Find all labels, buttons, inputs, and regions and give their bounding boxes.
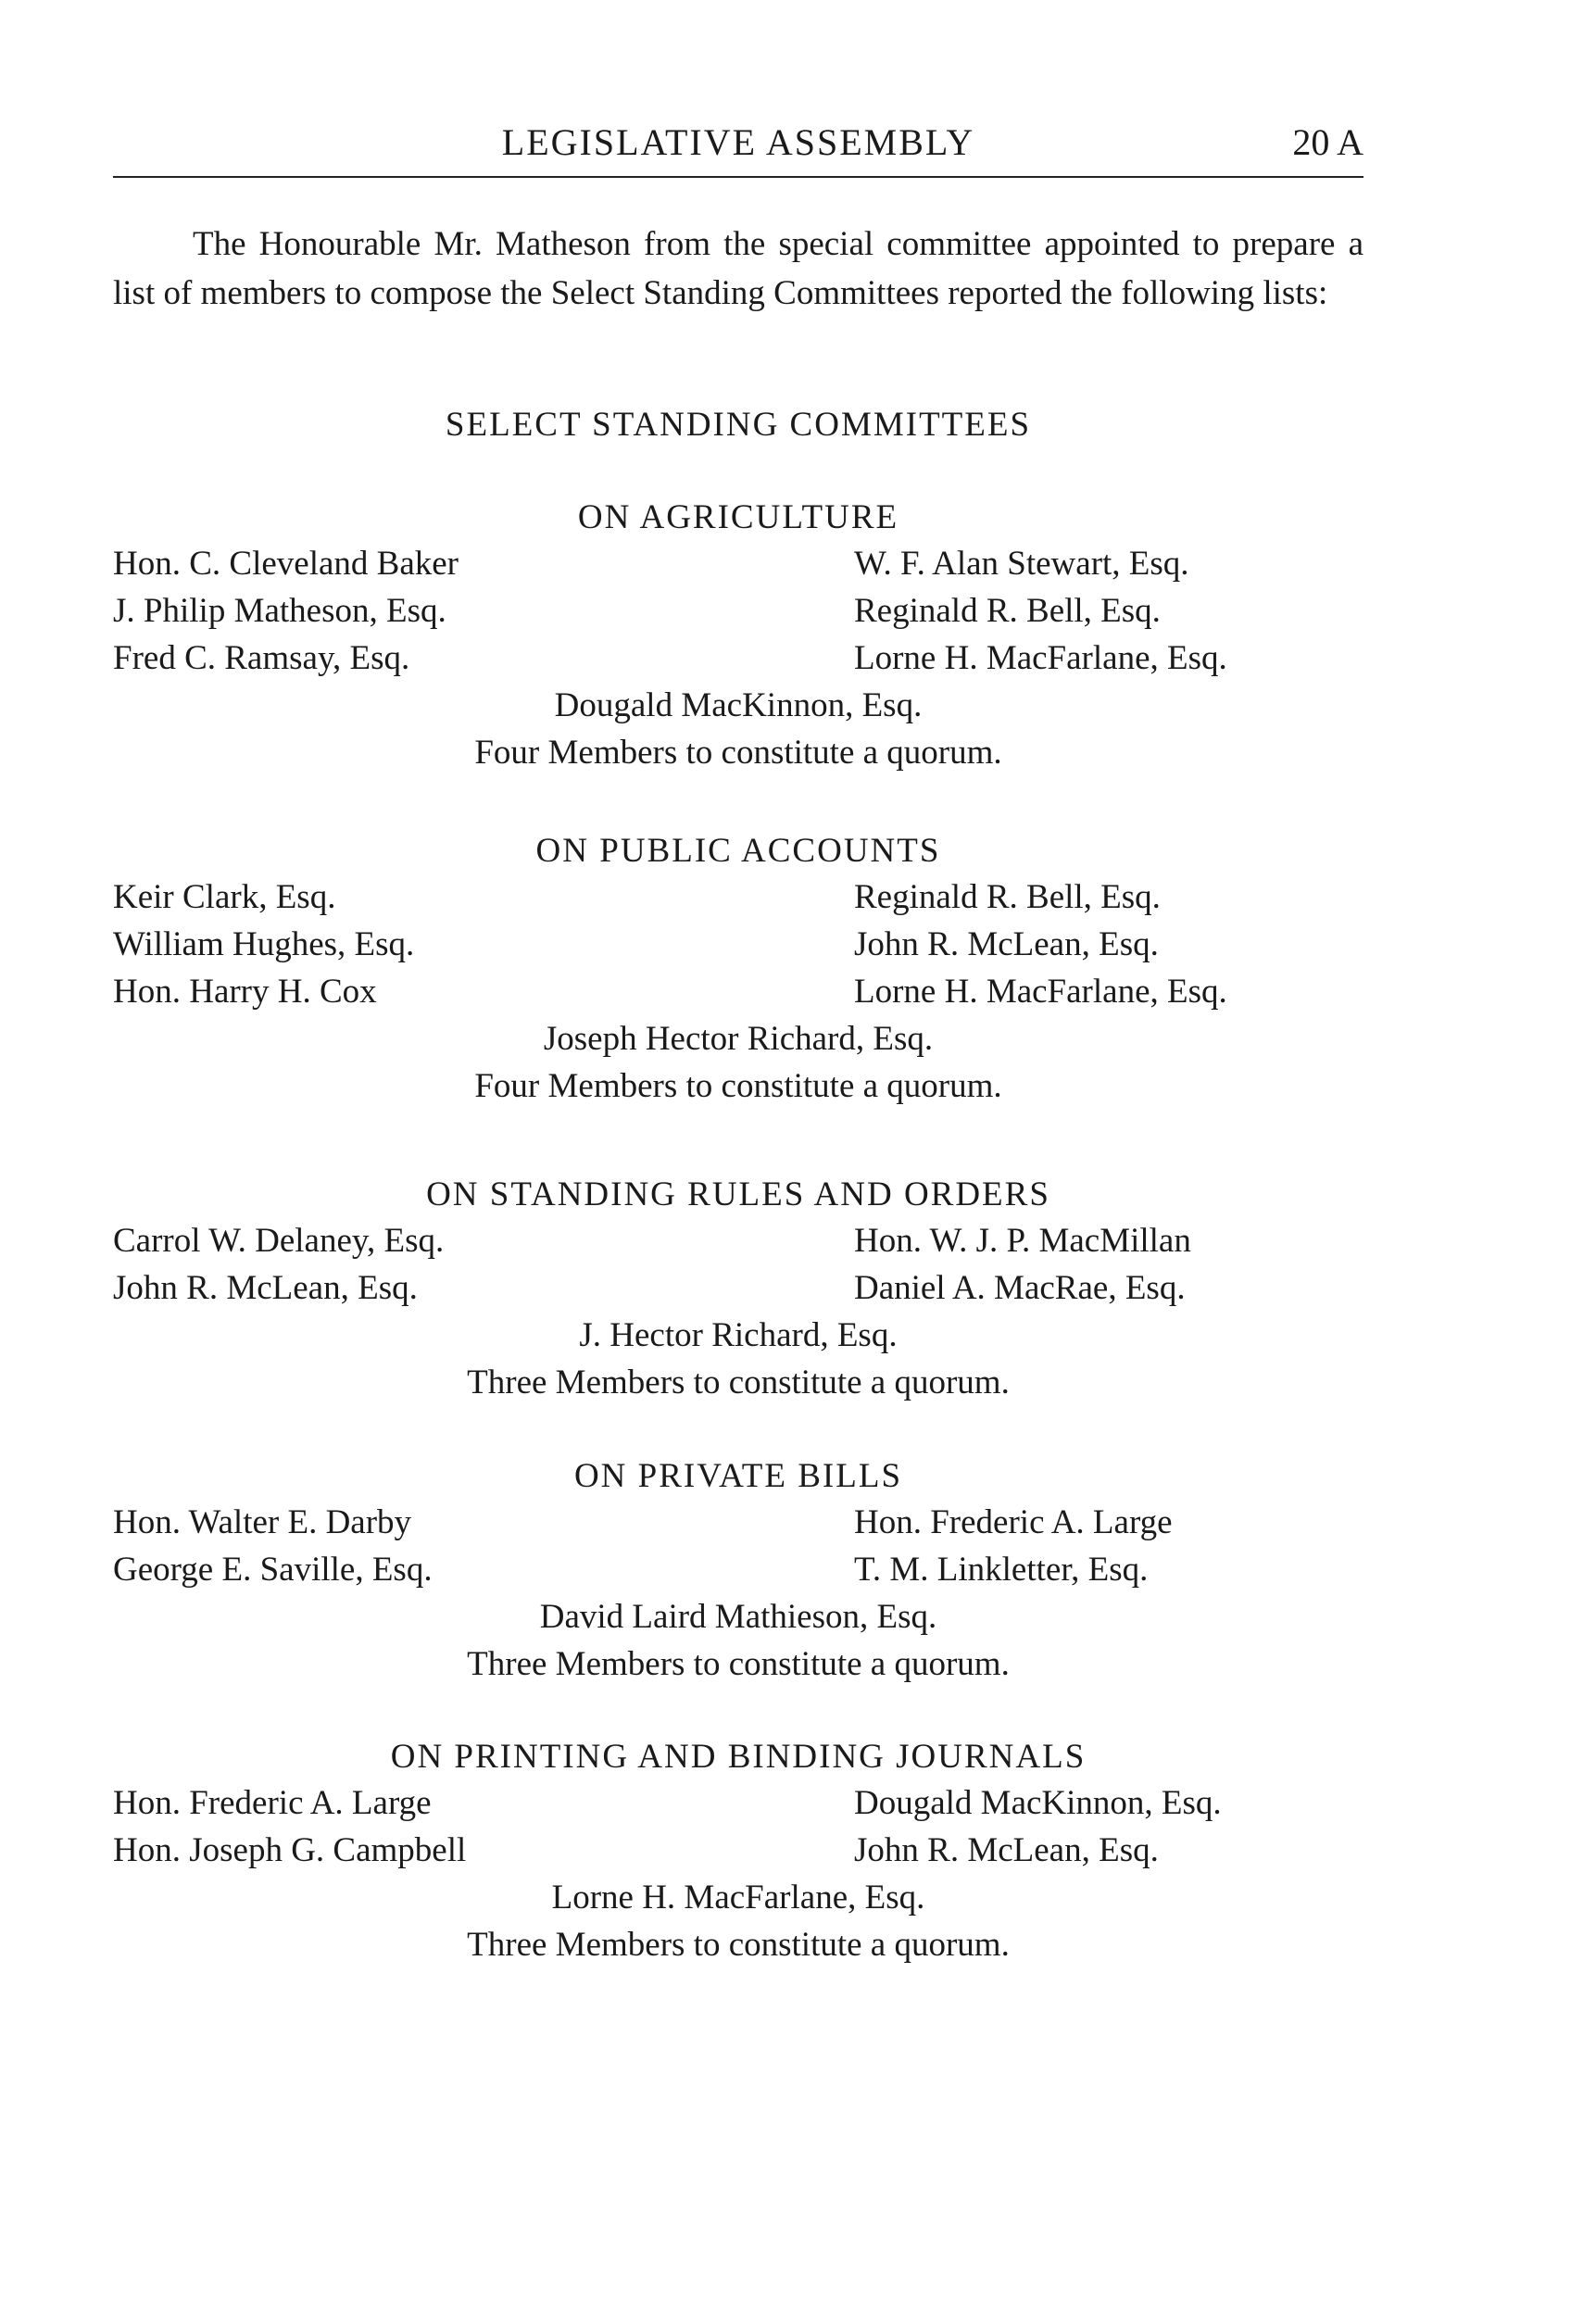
committee-printing-binding xyxy=(113,1735,1364,1968)
member-right: Dougald MacKinnon, Esq. xyxy=(854,1784,1222,1822)
member-row xyxy=(113,1779,1364,1827)
member-right: John R. McLean, Esq. xyxy=(854,925,1159,963)
member-left: George E. Saville, Esq. xyxy=(113,1551,433,1589)
member-row xyxy=(113,587,1364,635)
committee-standing-rules xyxy=(113,1173,1364,1406)
committee-agriculture xyxy=(113,496,1364,776)
member-right: W. F. Alan Stewart, Esq. xyxy=(854,545,1189,583)
member-right: John R. McLean, Esq. xyxy=(854,1831,1159,1869)
member-right: Hon. Frederic A. Large xyxy=(854,1503,1173,1541)
member-left: Hon. Joseph G. Campbell xyxy=(113,1831,467,1869)
member-row xyxy=(113,635,1364,682)
page-number: 20 A xyxy=(1292,121,1364,163)
member-center: Joseph Hector Richard, Esq. xyxy=(543,1020,934,1058)
member-left: Fred C. Ramsay, Esq. xyxy=(113,639,410,677)
page-header xyxy=(113,120,1364,178)
member-row xyxy=(113,1827,1364,1874)
member-left: Carrol W. Delaney, Esq. xyxy=(113,1222,445,1260)
header-title: LEGISLATIVE ASSEMBLY xyxy=(501,121,975,163)
committee-title: ON STANDING RULES AND ORDERS xyxy=(426,1175,1050,1213)
member-left: J. Philip Matheson, Esq. xyxy=(113,592,446,630)
member-center: Lorne H. MacFarlane, Esq. xyxy=(551,1879,925,1917)
quorum-note: Three Members to constitute a quorum. xyxy=(467,1364,1010,1401)
member-row xyxy=(113,1217,1364,1264)
committee-title: ON PUBLIC ACCOUNTS xyxy=(535,832,941,870)
member-right: T. M. Linkletter, Esq. xyxy=(854,1551,1149,1589)
member-row xyxy=(113,1499,1364,1546)
member-left: Keir Clark, Esq. xyxy=(113,878,336,916)
member-row xyxy=(113,921,1364,968)
quorum-note: Three Members to constitute a quorum. xyxy=(467,1645,1010,1683)
member-left: John R. McLean, Esq. xyxy=(113,1269,418,1307)
member-row xyxy=(113,873,1364,921)
member-left: Hon. Walter E. Darby xyxy=(113,1503,412,1541)
member-left: Hon. C. Cleveland Baker xyxy=(113,545,459,583)
member-right: Reginald R. Bell, Esq. xyxy=(854,592,1161,630)
member-row xyxy=(113,540,1364,587)
quorum-note: Three Members to constitute a quorum. xyxy=(467,1926,1010,1964)
intro-paragraph: The Honourable Mr. Matheson from the special committee appointed to prepare a list of members to compose the Select Standing Committees reported the following lists: xyxy=(113,225,1364,312)
committee-private-bills xyxy=(113,1454,1364,1688)
main-heading: SELECT STANDING COMMITTEES xyxy=(445,406,1032,444)
member-left: Hon. Harry H. Cox xyxy=(113,973,377,1011)
member-row xyxy=(113,1546,1364,1593)
committee-public-accounts xyxy=(113,829,1364,1110)
quorum-note: Four Members to constitute a quorum. xyxy=(474,734,1002,772)
member-right: Lorne H. MacFarlane, Esq. xyxy=(854,973,1227,1011)
member-right: Hon. W. J. P. MacMillan xyxy=(854,1222,1191,1260)
committee-title: ON PRINTING AND BINDING JOURNALS xyxy=(390,1738,1087,1776)
member-left: Hon. Frederic A. Large xyxy=(113,1784,432,1822)
committee-title: ON AGRICULTURE xyxy=(577,498,899,536)
member-center: David Laird Mathieson, Esq. xyxy=(539,1598,937,1636)
quorum-note: Four Members to constitute a quorum. xyxy=(474,1067,1002,1105)
member-row xyxy=(113,1264,1364,1312)
member-right: Daniel A. MacRae, Esq. xyxy=(854,1269,1186,1307)
member-row xyxy=(113,968,1364,1015)
member-left: William Hughes, Esq. xyxy=(113,925,415,963)
committee-title: ON PRIVATE BILLS xyxy=(573,1457,903,1495)
member-center: J. Hector Richard, Esq. xyxy=(579,1316,898,1354)
member-right: Reginald R. Bell, Esq. xyxy=(854,878,1161,916)
member-center: Dougald MacKinnon, Esq. xyxy=(554,686,923,724)
member-right: Lorne H. MacFarlane, Esq. xyxy=(854,639,1227,677)
